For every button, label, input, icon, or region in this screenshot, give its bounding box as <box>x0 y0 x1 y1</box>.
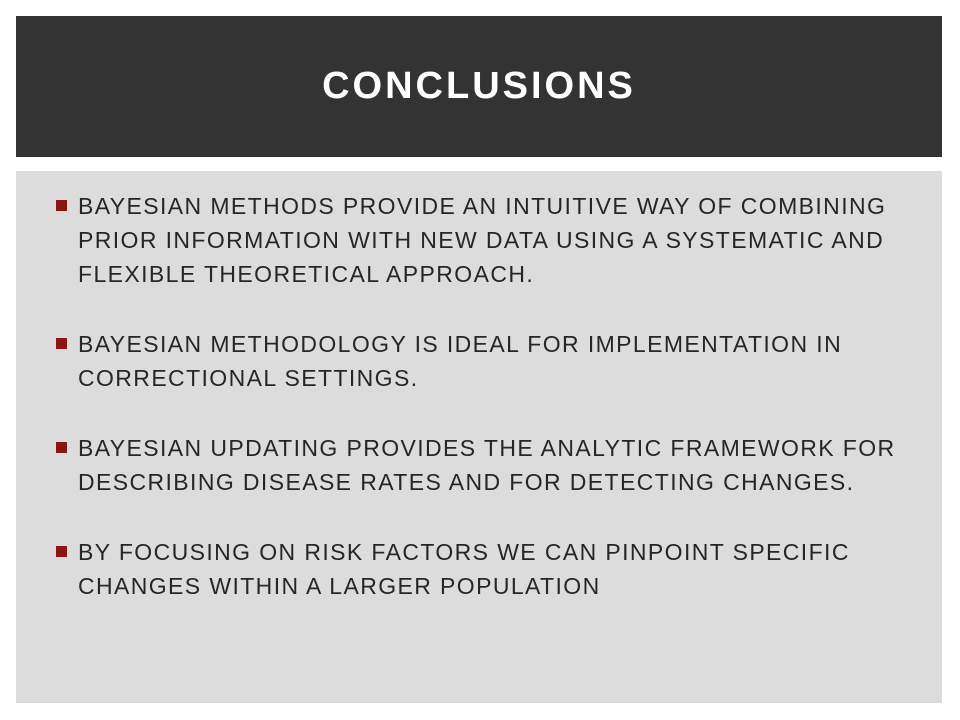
square-bullet-icon <box>56 338 67 349</box>
content-panel <box>16 171 942 703</box>
bullet-list <box>16 171 942 603</box>
title-band <box>16 16 942 157</box>
bullet-text: BY FOCUSING ON RISK FACTORS WE CAN PINPOINT SPECIFIC CHANGES WITHIN A LARGER POPULATION <box>78 539 850 599</box>
bullet-text: BAYESIAN METHODOLOGY IS IDEAL FOR IMPLEMENTATION IN CORRECTIONAL SETTINGS. <box>78 331 843 391</box>
bullet-text: BAYESIAN METHODS PROVIDE AN INTUITIVE WAY OF COMBINING PRIOR INFORMATION WITH NEW DATA USING A SYSTEMATIC AND FLEXIBLE THEORETICAL APPROACH. <box>78 193 887 287</box>
bullet-item <box>56 431 912 499</box>
bullet-text: BAYESIAN UPDATING PROVIDES THE ANALYTIC FRAMEWORK FOR DESCRIBING DISEASE RATES AND FOR DETECTING CHANGES. <box>78 435 896 495</box>
slide-title: CONCLUSIONS <box>322 65 636 107</box>
bullet-item <box>56 189 912 291</box>
bullet-item <box>56 327 912 395</box>
square-bullet-icon <box>56 546 67 557</box>
square-bullet-icon <box>56 200 67 211</box>
bullet-item <box>56 535 912 603</box>
square-bullet-icon <box>56 442 67 453</box>
